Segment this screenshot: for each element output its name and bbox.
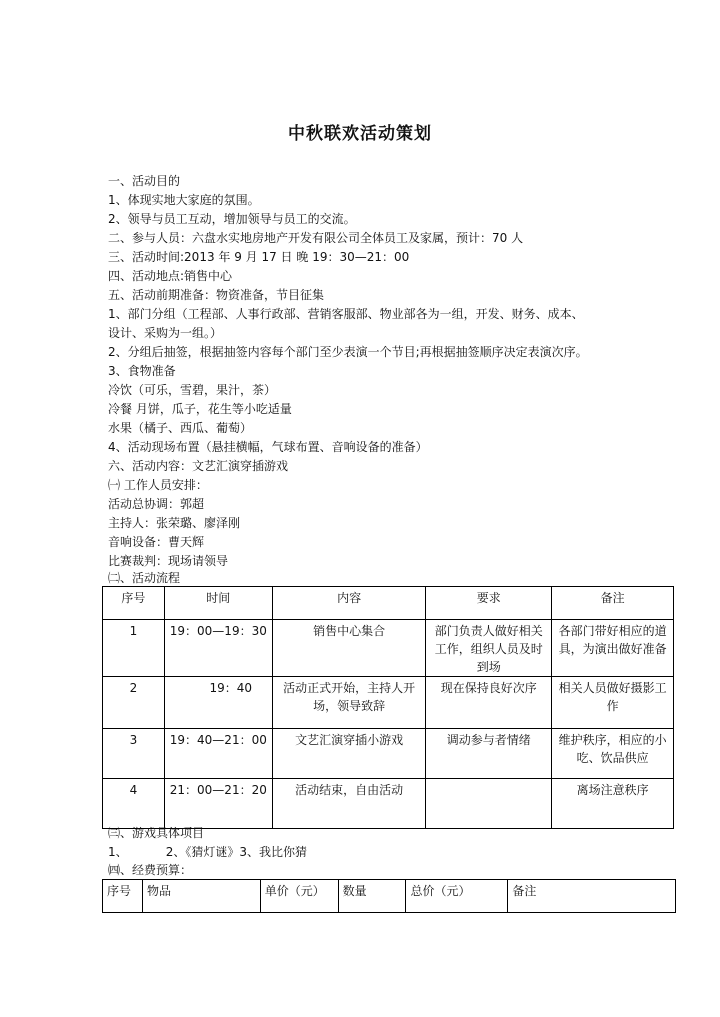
header-cell: 单价（元） <box>260 880 338 913</box>
text-line: 设计、采购为一组。） <box>108 326 223 340</box>
text-line: 2、领导与员工互动，增加领导与员工的交流。 <box>108 212 356 226</box>
text-line: ㈠ 工作人员安排： <box>108 478 208 492</box>
table-cell <box>426 779 552 829</box>
header-cell: 备注 <box>552 587 674 620</box>
text-line: 3、食物准备 <box>108 364 176 378</box>
text-line: 1、体现实地大家庭的氛围。 <box>108 193 260 207</box>
text-line: 冷餐 月饼，瓜子，花生等小吃适量 <box>108 402 292 416</box>
budget-heading: ㈣、经费预算： <box>108 863 193 877</box>
flow-heading: ㈡、活动流程 <box>108 571 181 585</box>
header-cell: 时间 <box>164 587 272 620</box>
table-cell: 1 <box>103 620 165 677</box>
header-cell: 总价（元） <box>406 880 508 913</box>
table-cell: 21：00—21：20 <box>164 779 272 829</box>
table-cell: 19：40—21：00 <box>164 729 272 779</box>
table-cell: 相关人员做好摄影工作 <box>552 677 674 729</box>
table-row <box>103 677 674 729</box>
table-cell: 调动参与者情绪 <box>426 729 552 779</box>
table-row <box>103 779 674 829</box>
table-cell: 部门负责人做好相关工作，组织人员及时到场 <box>426 620 552 677</box>
table-cell: 活动结束，自由活动 <box>272 779 426 829</box>
table-row <box>103 620 674 677</box>
header-cell: 要求 <box>426 587 552 620</box>
header-cell: 序号 <box>103 587 165 620</box>
table-cell: 4 <box>103 779 165 829</box>
participants-line: 二、参与人员：六盘水实地房地产开发有限公司全体员工及家属，预计：70 人 <box>108 231 524 245</box>
text-line: 2、分组后抽签，根据抽签内容每个部门至少表演一个节目;再根据抽签顺序决定表演次序。 <box>108 345 588 359</box>
games-heading: ㈢、游戏具体项目 <box>108 826 205 840</box>
table-row <box>103 729 674 779</box>
activity-flow-table <box>102 586 674 829</box>
table-cell: 维护秩序，相应的小吃、饮品供应 <box>552 729 674 779</box>
page-title: 中秋联欢活动策划 <box>288 124 432 144</box>
table-cell: 19：40 <box>164 677 272 729</box>
table-cell: 2 <box>103 677 165 729</box>
table-cell: 3 <box>103 729 165 779</box>
table-cell: 各部门带好相应的道具，为演出做好准备 <box>552 620 674 677</box>
table-header-row <box>103 880 676 913</box>
header-cell: 备注 <box>508 880 676 913</box>
header-cell: 数量 <box>338 880 406 913</box>
time-line: 三、活动时间:2013 年 9 月 17 日 晚 19：30—21：00 <box>108 250 410 264</box>
text-line: 活动总协调：郭超 <box>108 497 205 511</box>
text-line: 主持人：张荣璐、廖泽刚 <box>108 516 241 530</box>
text-line: 音响设备：曹天辉 <box>108 535 205 549</box>
table-cell: 19：00—19：30 <box>164 620 272 677</box>
header-cell: 序号 <box>103 880 143 913</box>
table-cell: 离场注意秩序 <box>552 779 674 829</box>
table-cell: 现在保持良好次序 <box>426 677 552 729</box>
text-line: 1、部门分组（工程部、人事行政部、营销客服部、物业部各为一组，开发、财务、成本、 <box>108 307 584 321</box>
header-cell: 内容 <box>272 587 426 620</box>
table-cell: 销售中心集合 <box>272 620 426 677</box>
games-line: 1、 2、《猜灯谜》3、我比你猜 <box>108 845 308 859</box>
table-cell: 文艺汇演穿插小游戏 <box>272 729 426 779</box>
text-line: 冷饮（可乐，雪碧，果汁，茶） <box>108 383 277 397</box>
text-line: 比赛裁判：现场请领导 <box>108 554 229 568</box>
table-header-row <box>103 587 674 620</box>
budget-table <box>102 879 676 913</box>
section-heading-content: 六、活动内容：文艺汇演穿插游戏 <box>108 459 289 473</box>
text-line: 水果（橘子、西瓜、葡萄） <box>108 421 253 435</box>
section-heading-prep: 五、活动前期准备：物资准备，节目征集 <box>108 288 325 302</box>
section-heading-purpose: 一、活动目的 <box>108 174 181 188</box>
table-cell: 活动正式开始，主持人开场，领导致辞 <box>272 677 426 729</box>
text-line: 4、活动现场布置（悬挂横幅，气球布置、音响设备的准备） <box>108 440 428 454</box>
location-line: 四、活动地点:销售中心 <box>108 269 233 283</box>
header-cell: 物品 <box>142 880 260 913</box>
